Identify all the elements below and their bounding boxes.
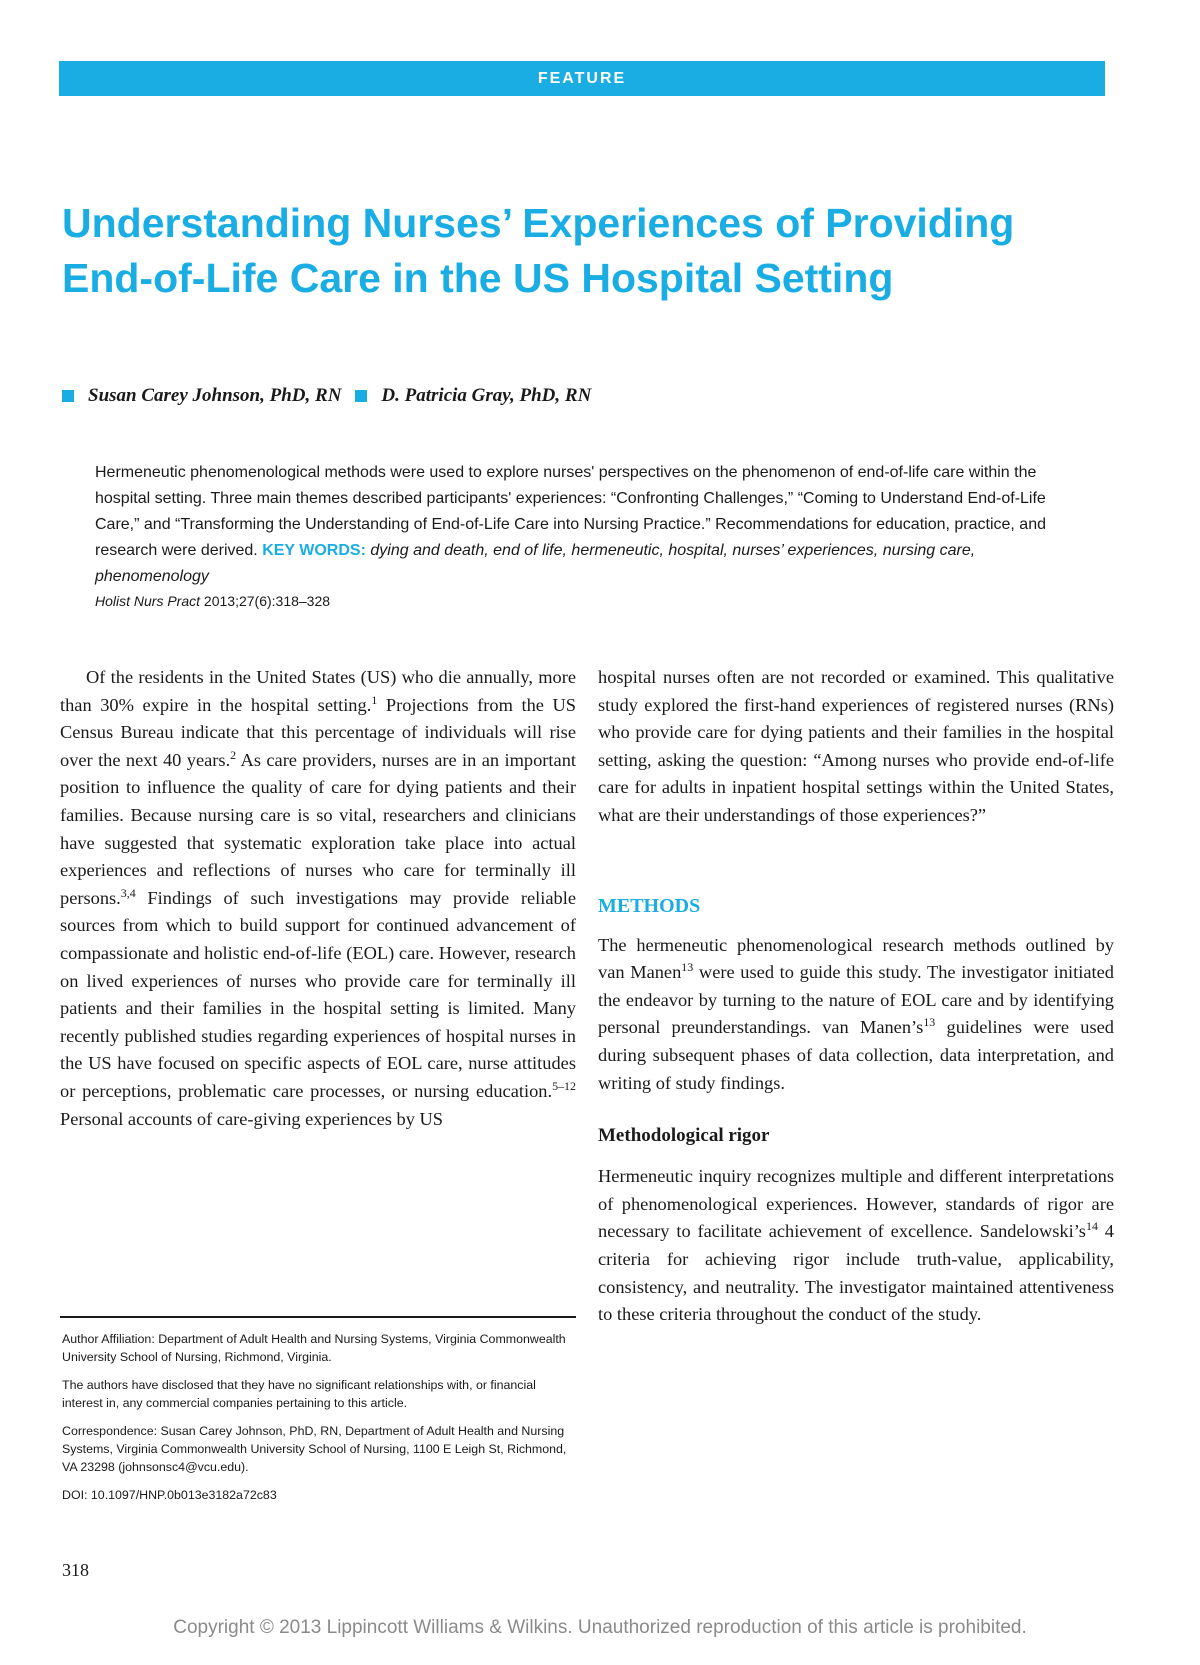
footnote-doi[interactable]: DOI: 10.1097/HNP.0b013e3182a72c83 bbox=[62, 1488, 277, 1502]
subsection-heading-rigor: Methodological rigor bbox=[598, 1125, 770, 1147]
author-name: D. Patricia Gray, PhD, RN bbox=[381, 385, 592, 406]
reference-marker[interactable]: 13 bbox=[681, 960, 694, 975]
citation bbox=[95, 590, 330, 612]
body-paragraph: Of the residents in the United States (US) who die annually, more than 30% expire in the hospital setting.$^1$ Projections from the US Census Bureau indicate that this percentage of individuals will rise over the next 40 years.$^2$ As care providers, nurses are in an important position to influence the quality of care for dying patients and their families. Because nursing care is so vital, researchers and clinicians have suggested that systematic exploration take place into actual experiences and reflections of nurses who care for terminally ill persons.$^{3,4}$ Findings of such investigations may provide reliable sources from which to build support for continued advancement of compassionate and holistic end-of-life (EOL) care. However, research on lived experiences of nurses who provide care for terminally ill patients and their families in the hospital setting is limited. Many recently published studies regarding experiences of hospital nurses in the US have focused on specific aspects of EOL care, nurse attitudes or perceptions, problematic care processes, or nursing education.$^{5-12}$ Personal accounts of care-giving experiences by US bbox=[60, 667, 576, 1129]
citation-details: 2013;27(6):318–328 bbox=[203, 593, 331, 609]
keywords-label: KEY WORDS: bbox=[262, 542, 366, 559]
bullet-square-icon bbox=[62, 390, 74, 402]
copyright-notice: Copyright © 2013 Lippincott Williams & Wilkins. Unauthorized reproduction of this article is prohibited. bbox=[173, 1617, 1027, 1638]
body-paragraph: The hermeneutic phenomenological research methods outlined by van Manen$^{13}$ were used to guide this study. The investigator initiated the endeavor by turning to the nature of EOL care and by identifying personal preunderstandings. van $Manen’s^{13}$ guidelines were used during subsequent phases of data collection, data interpretation, and writing of study findings. bbox=[598, 934, 1114, 1093]
abstract-text: Hermeneutic phenomenological methods were used to explore nurses' perspectives on the phenomenon of end-of-life care within the hospital setting. Three main themes described participants' experiences: “Confronting Challenges,” “Coming to Understand End-of-Life Care,” and “Transforming the Understanding of End-of-Life Care into Nursing Practice.” Recommendations for education, practice, and research were derived. bbox=[95, 464, 1046, 559]
abstract bbox=[95, 460, 1080, 590]
reference-marker[interactable]: 13 bbox=[923, 1015, 936, 1030]
footnote-divider bbox=[60, 1316, 576, 1318]
keywords: dying and death, end of life, hermeneutic, hospital, nurses’ experiences, nursing care, phenomenology bbox=[95, 542, 976, 585]
feature-banner: FEATURE bbox=[59, 61, 1105, 96]
body-column-right bbox=[598, 664, 1114, 1329]
reference-marker[interactable]: 1 bbox=[371, 692, 378, 707]
author-name: Susan Carey Johnson, PhD, RN bbox=[88, 385, 342, 406]
author-list bbox=[62, 381, 605, 411]
section-heading-methods: METHODS bbox=[598, 894, 701, 917]
reference-marker[interactable]: 5–12 bbox=[552, 1078, 576, 1093]
body-paragraph: Hermeneutic inquiry recognizes multiple and different interpretations of phenomenological experiences. However, standards of rigor are necessary to facilitate achievement of excellence. $Sandelowski’s^{14}$ 4 criteria for achieving rigor include truth-value, applicability, consistency, and neutrality. The investigator maintained attentiveness to these criteria throughout the conduct of the study. bbox=[598, 1166, 1114, 1325]
page-number: 318 bbox=[62, 1560, 89, 1580]
bullet-square-icon bbox=[355, 390, 367, 402]
body-column-left bbox=[60, 664, 576, 1133]
reference-marker[interactable]: 2 bbox=[230, 747, 237, 762]
footnote-affiliation: Author Affiliation: Department of Adult Health and Nursing Systems, Virginia Commonwealth University School of Nursing, Richmond, Virginia. bbox=[62, 1332, 566, 1364]
footnote-disclosure: The authors have disclosed that they have no significant relationships with, or financial interest in, any commercial companies pertaining to this article. bbox=[62, 1378, 536, 1410]
reference-marker[interactable]: 3,4 bbox=[120, 885, 136, 900]
reference-marker[interactable]: 14 bbox=[1085, 1219, 1098, 1234]
article-title: Understanding Nurses’ Experiences of Providing End-of-Life Care in the US Hospital Setting bbox=[62, 200, 1015, 301]
journal-name: Holist Nurs Pract bbox=[95, 593, 201, 609]
footnotes bbox=[62, 1330, 576, 1514]
footnote-correspondence: Correspondence: Susan Carey Johnson, PhD, RN, Department of Adult Health and Nursing Systems, Virginia Commonwealth University School of Nursing, 1100 E Leigh St, Richmond, VA 23298 (johnsonsc4@vcu.edu). bbox=[62, 1424, 567, 1474]
body-paragraph: hospital nurses often are not recorded or examined. This qualitative study explored the first-hand experiences of registered nurses (RNs) who provide care for dying patients and their families in the hospital setting, asking the question: “Among nurses who provide end-of-life care for adults in inpatient hospital settings within the United States, what are their understandings of those experiences?” bbox=[598, 667, 1114, 825]
